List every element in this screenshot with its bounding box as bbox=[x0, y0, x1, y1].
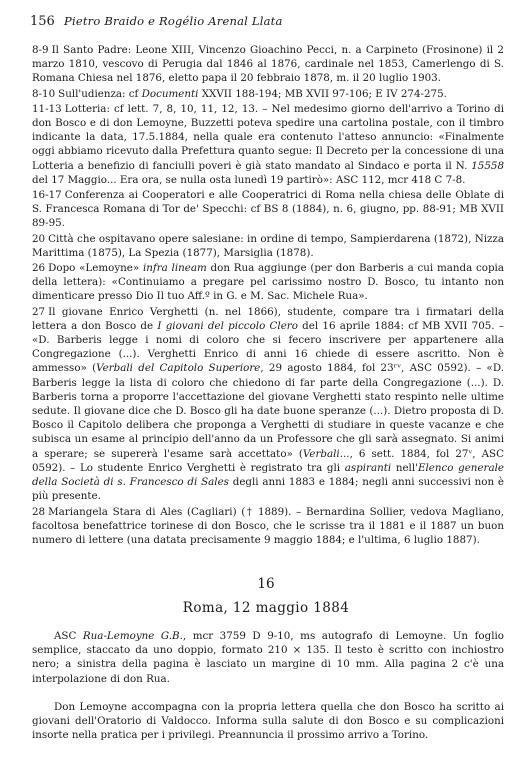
italic-text: 15558 bbox=[471, 159, 504, 172]
document-summary bbox=[32, 700, 504, 743]
italic-text: Rua-Lemoyne G.B. bbox=[82, 630, 183, 642]
page-number: 156 bbox=[30, 14, 55, 29]
footnote-label: 16-17 bbox=[32, 189, 62, 202]
text-run: Mariangela Stara di Ales (Cagliari) († 1889). – Bernardina Sollier, vedova Magliano, facoltosa benefattrice torinese di don Bosco, che le scrisse tra il 1881 e il 1887 un buon numero di lettere (una datata precisamente 9 maggio 1884; e l'ultima, 6 luglio 1887). bbox=[32, 505, 504, 546]
text-run: , 6 sett. 1884, fol 27ᵛ, ASC 0592). – Lo studente Enrico Verghetti è registrato tra gli bbox=[32, 447, 504, 474]
footnote bbox=[32, 43, 504, 86]
text-run: Città che ospitavano opere salesiane: in ordine di tempo, Sampierdarena (1872), Nizza Marittima (1875), La Spezia (1877), Marsiglia (1878). bbox=[32, 232, 504, 259]
text-run: Dopo «Lemoyne» bbox=[48, 262, 143, 275]
text-run: don Rua aggiunge (per don Barberis a cui manda copia della lettera): «Continuiamo a pregare pel carissimo nostro D. Bosco, tu intanto non dimenticare presso Dio Il tuo Aff.º in G. e M. Sac. Michele Rua». bbox=[32, 262, 504, 303]
text-run: nell' bbox=[391, 461, 418, 474]
document-place-date: Roma, 12 maggio 1884 bbox=[182, 600, 350, 616]
footnote bbox=[32, 102, 504, 187]
footnote-label: 8-9 bbox=[32, 44, 49, 56]
footnote bbox=[32, 87, 504, 101]
summary-paragraph: Don Lemoyne accompagna con la propria lettera quella che don Bosco ha scritto ai giovani dell'Oratorio di Valdocco. Informa sulla salute di don Bosco e su complicazioni insorte nella pratica per i privilegi. Preannuncia il prossimo arrivo a Torino. bbox=[32, 701, 504, 742]
italic-text: Verbali del Capitolo Superiore bbox=[96, 362, 261, 375]
italic-text: I giovani del piccolo Clero bbox=[157, 319, 298, 332]
footnote bbox=[32, 505, 504, 548]
footnote bbox=[32, 261, 504, 304]
text-run: , 29 agosto 1884, fol 23ʳᵛ, ASC 0592). – «D. Barberis legge la lista di coloro che chiedono di far parte della Congregazione (...). D. Barberis torna a proporre l'accettazione del giovane Verghetti stato respinto nelle ultime sedute. Il giovane dice che D. Bosco gli ha date buone speranze (...). Dietro proposta di D. Bosco il Capitolo delibera che proponga a Verghetti di studiare in queste vacanze e che subisca un esame al principio dell'anno da un Professore che gli sarà assegnato. Si animi a sperare; se supererà l'esame sarà accettato» ( bbox=[32, 362, 504, 460]
footnote-label: 11-13 bbox=[32, 102, 62, 115]
text-run: Conferenza ai Cooperatori e alle Cooperatrici di Roma nella chiesa delle Oblate di S. Francesca Romana di Tor de' Specchi: cf BS 8 (1884), n. 6, giugno, pp. 88-91; MB XVII 89-95. bbox=[32, 189, 504, 230]
text-run: del 17 Maggio... Era ora, se nulla osta lunedì 19 partirò»: ASC 112, mcr 418 C 7-8. bbox=[32, 173, 466, 186]
text-run: ASC bbox=[54, 630, 83, 642]
footnote-label: 8-10 bbox=[32, 87, 56, 100]
footnote bbox=[32, 305, 504, 504]
footnote bbox=[32, 232, 504, 260]
italic-text: Verbali... bbox=[302, 447, 350, 460]
text-run: Sull'udienza: cf bbox=[58, 87, 142, 100]
footnote-apparatus bbox=[32, 43, 504, 548]
footnote-label: 20 bbox=[32, 232, 46, 245]
source-description bbox=[32, 629, 504, 686]
text-run: Il Santo Padre: Leone XIII, Vincenzo Gioachino Pecci, n. a Carpineto (Frosinone) il 2 marzo 1810, vescovo di Perugia dal 1846 al 1876, cardinale nel 1853, Camerlengo di S. Romana Chiesa nel 1876, eletto papa il 20 febbraio 1878, m. il 20 luglio 1903. bbox=[32, 44, 504, 85]
running-header bbox=[30, 14, 510, 29]
text-run: del 16 aprile 1884: cf MB XVII 705. – «D. Barberis legge i nomi di coloro che si fecero inscrivere per appartenere alla Congregazione (...). Verghetti Enrico di anni 16 chiede di essere ascritto. Non è ammesso» ( bbox=[32, 319, 504, 375]
italic-text: Elenco generale della Società di s. Francesco di Sales bbox=[32, 461, 504, 489]
text-run: XXVII 188-194; MB XVII 97-106; E IV 274-275. bbox=[198, 87, 447, 100]
text-run: degli anni 1883 e 1884; negli anni successivi non è più presente. bbox=[32, 476, 505, 503]
source-paragraph bbox=[32, 629, 504, 686]
text-run: , mcr 3759 D 9-10, ms autografo di Lemoyne. Un foglio semplice, staccato da uno doppio, formato 210 × 135. Il testo è scritto con inchiostro nero; a sinistra della pagina è lasciato un margine di 10 mm. Alla pagina 2 c'è una interpolazione di don Rua. bbox=[32, 630, 504, 685]
running-title: Pietro Braido e Rogélio Arenal Llata bbox=[64, 14, 283, 28]
footnote-label: 27 bbox=[32, 305, 46, 318]
footnote bbox=[32, 188, 504, 231]
italic-text: Documenti bbox=[141, 87, 199, 100]
footnote-label: 28 bbox=[32, 505, 46, 518]
italic-text: infra lineam bbox=[142, 262, 207, 275]
text-run: Il giovane Enrico Verghetti (n. nel 1866), studente, compare tra i firmatari della lettera a don Bosco de bbox=[32, 305, 504, 332]
document-number: 16 bbox=[257, 576, 275, 592]
text-run: Lotteria: cf lett. 7, 8, 10, 11, 12, 13. – Nel medesimo giorno dell'arrivo a Torino di don Bosco e di don Lemoyne, Buzzetti poteva spedire una cartolina postale, con il timbro indicante la data, 17.5.1884, nella quale era contenuto l'atteso annuncio: «Finalmente oggi abbiamo ricevuto dalla Prefettura quanto segue: Il Decreto per la concessione di una Lotteria a benefizio di fanciulli poveri è già stato mandato al Sindaco e porta il N. bbox=[32, 102, 504, 172]
italic-text: aspiranti bbox=[344, 461, 392, 474]
footnote-label: 26 bbox=[32, 262, 46, 275]
